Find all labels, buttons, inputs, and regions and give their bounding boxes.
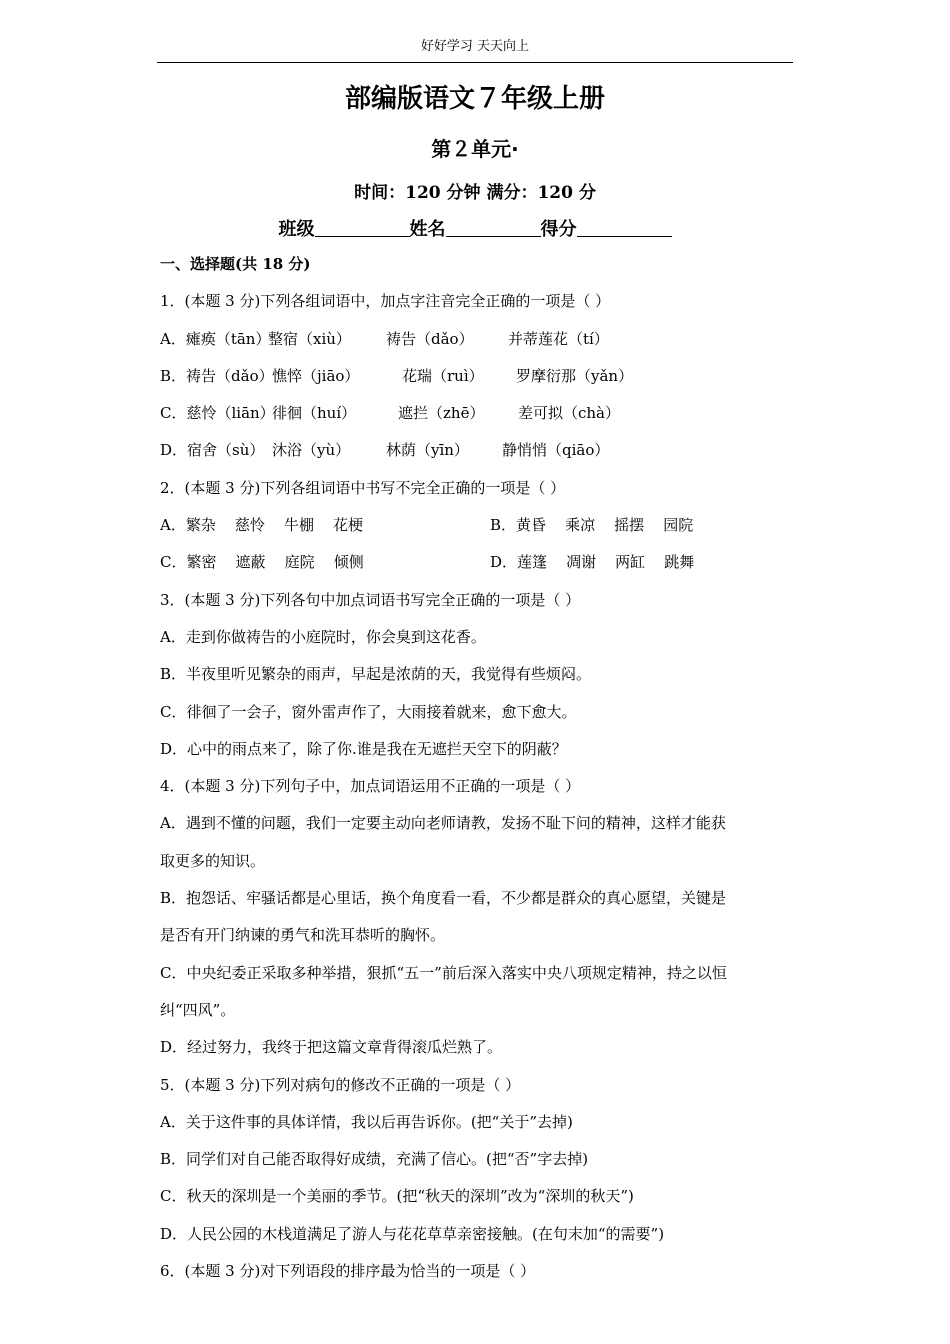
q3-option-c: C．徘徊了一会子，窗外雷声作了，大雨接着就来，愈下愈大。	[160, 702, 577, 721]
q1-c-1: C．慈怜（liān）	[160, 404, 275, 423]
question-1-option-a	[160, 321, 795, 358]
q4-line: D．经过努力，我终于把这篇文章背得滚瓜烂熟了。	[160, 1038, 503, 1057]
q3-option-d: D．心中的雨点来了，除了你.谁是我在无遮拦天空下的阴蔽？	[160, 739, 567, 758]
q1-b-4: 罗摩衍那（yǎn）	[516, 366, 634, 385]
q4-line: A．遇到不懂的问题，我们一定要主动向老师请教，发扬不耻下问的精神，这样才能获	[160, 814, 726, 833]
q1-b-3: 花瑞（ruì）	[402, 366, 484, 385]
unit-title: 第２单元·	[431, 137, 519, 161]
name-blank[interactable]	[446, 218, 541, 237]
q3-option-a: A．走到你做祷告的小庭院时，你会臭到这花香。	[160, 627, 486, 646]
q5-option-c: C．秋天的深圳是一个美丽的季节。(把“秋天的深圳”改为“深圳的秋天”)	[160, 1187, 634, 1206]
q2-option-d: D．莲篷 凋谢 两缸 跳舞	[490, 553, 695, 572]
q4-line: 取更多的知识。	[160, 851, 266, 870]
section-heading: 一、选择题(共 18 分)	[160, 255, 311, 273]
question-1-option-d	[160, 432, 795, 469]
class-label: 班级	[278, 219, 315, 240]
question-5-stem: 5．(本题 3 分)下列对病句的修改不正确的一项是（ ）	[160, 1075, 521, 1094]
q1-a-4: 并蒂莲花（tí）	[508, 329, 609, 348]
time-score-line: 时间：120 分钟 满分：120 分	[354, 183, 596, 203]
q5-option-b: B．同学们对自己能否取得好成绩，充满了信心。(把“否”字去掉)	[160, 1150, 589, 1169]
question-1-stem: 1．(本题 3 分)下列各组词语中，加点字注音完全正确的一项是（ ）	[160, 292, 611, 311]
q1-a-3: 祷告（dǎo）	[386, 329, 474, 348]
question-4-stem: 4．(本题 3 分)下列句子中，加点词语运用不正确的一项是（ ）	[160, 777, 581, 796]
page-header	[157, 37, 793, 63]
page-title: 部编版语文７年级上册	[344, 84, 605, 114]
q3-option-b: B．半夜里听见繁杂的雨声，早起是浓荫的天，我觉得有些烦闷。	[160, 665, 592, 684]
question-2-row-1	[160, 507, 795, 544]
q1-a-2: 整宿（xiù）	[268, 329, 351, 348]
q2-option-a: A．繁杂 慈怜 牛棚 花梗	[160, 516, 364, 535]
student-info-line	[0, 215, 950, 241]
q1-d-1: D．宿舍（sù）	[160, 441, 265, 460]
q1-a-1: A．瘫痪（tān）	[160, 329, 271, 348]
question-1-option-c	[160, 395, 795, 432]
q4-line: C．中央纪委正采取多种举措，狠抓“五一”前后深入落实中央八项规定精神，持之以恒	[160, 963, 727, 982]
question-content	[160, 246, 795, 1290]
question-2-stem: 2．(本题 3 分)下列各组词语中书写不完全正确的一项是（ ）	[160, 478, 566, 497]
header-text: 好好学习 天天向上	[420, 39, 530, 54]
class-blank[interactable]	[315, 218, 410, 237]
q1-c-3: 遮拦（zhē）	[398, 404, 485, 423]
q5-option-d: D．人民公园的木栈道满足了游人与花花草草亲密接触。(在句末加“的需要”)	[160, 1224, 665, 1243]
name-label: 姓名	[409, 219, 446, 240]
q1-c-4: 差可拟（chà）	[518, 404, 621, 423]
q1-d-3: 林荫（yīn）	[386, 441, 469, 460]
q2-option-b: B．黄昏 乘凉 摇摆 园院	[490, 516, 694, 535]
q5-option-a: A．关于这件事的具体详情，我以后再告诉你。(把“关于”去掉)	[160, 1112, 573, 1131]
question-2-row-2	[160, 544, 795, 581]
score-label: 得分	[540, 219, 577, 240]
q1-d-2: 沐浴（yù）	[272, 441, 351, 460]
q1-c-2: 徘徊（huí）	[272, 404, 357, 423]
q4-line: 是否有开门纳谏的勇气和洗耳恭听的胸怀。	[160, 926, 446, 945]
score-blank[interactable]	[577, 218, 672, 237]
q1-b-1: B．祷告（dǎo）	[160, 366, 274, 385]
q2-option-c: C．繁密 遮蔽 庭院 倾侧	[160, 553, 364, 572]
question-1-option-b	[160, 358, 795, 395]
q1-b-2: 憔悴（jiāo）	[272, 366, 360, 385]
q1-d-4: 静悄悄（qiāo）	[502, 441, 610, 460]
q4-line: 纠“四风”。	[160, 1000, 236, 1019]
question-6-stem: 6．(本题 3 分)对下列语段的排序最为恰当的一项是（ ）	[160, 1262, 536, 1281]
question-3-stem: 3．(本题 3 分)下列各句中加点词语书写完全正确的一项是（ ）	[160, 590, 581, 609]
q4-line: B．抱怨话、牢骚话都是心里话，换个角度看一看，不少都是群众的真心愿望，关键是	[160, 889, 727, 908]
